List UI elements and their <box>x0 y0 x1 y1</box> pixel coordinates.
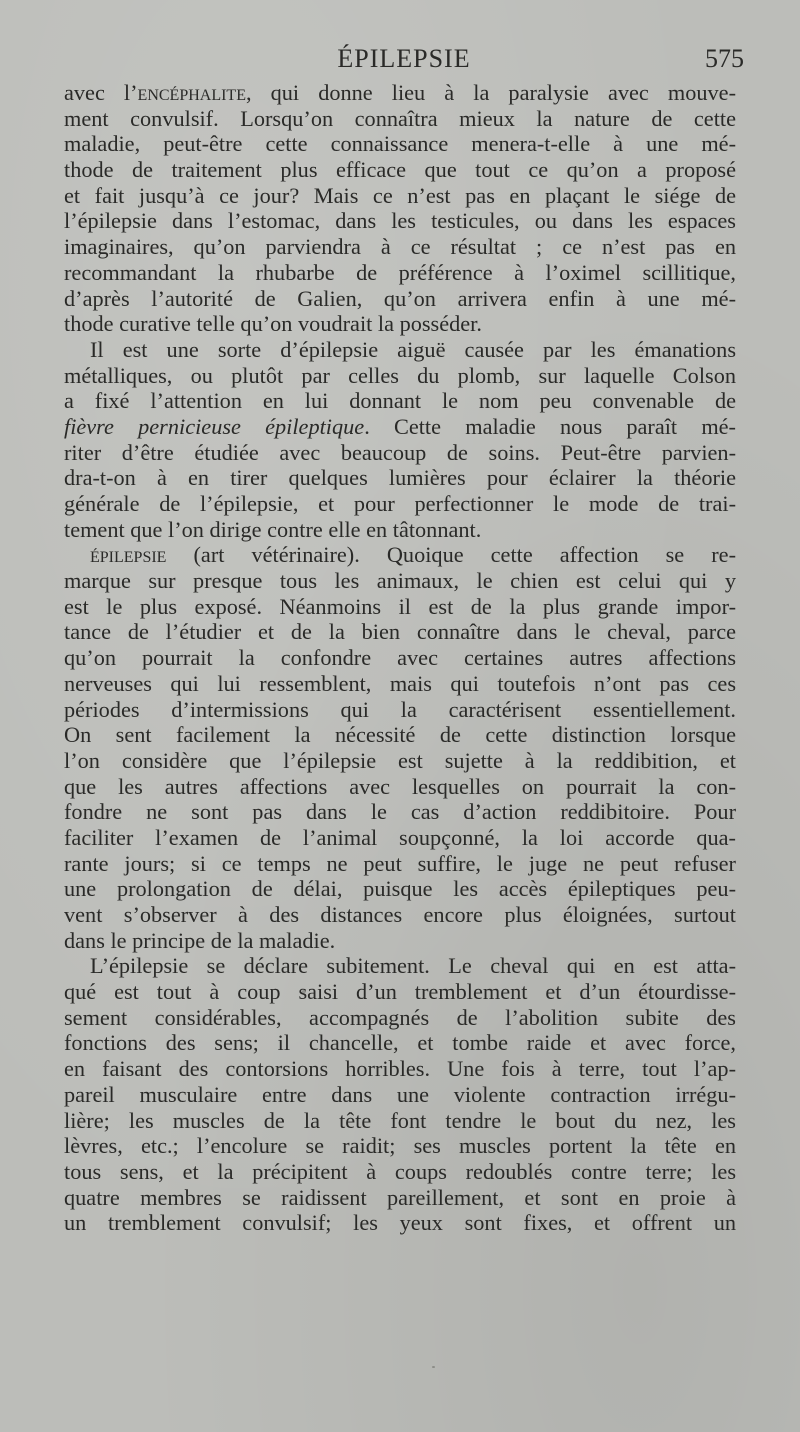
text-run: dra-t-on à en tirer quelques lumières pour éclairer la théorie <box>64 465 736 491</box>
text-line <box>64 183 736 209</box>
text-line <box>64 671 736 697</box>
text-run: a fixé l’attention en lui donnant le nom peu convenable de <box>64 388 736 414</box>
page-number: 575 <box>705 44 744 73</box>
text-run: d’après l’autorité de Galien, qu’on arrivera enfin à une mé- <box>64 285 736 311</box>
text-run: avec l’ <box>64 80 138 105</box>
text-run: en faisant des contorsions horribles. Une fois à terre, tout l’ap- <box>64 1056 736 1082</box>
text-line <box>64 928 736 954</box>
text-run: recommandant la rhubarbe de préférence à l’oximel scillitique, <box>64 259 736 285</box>
text-run: tement que l’on dirige contre elle en tâtonnant. <box>64 516 482 542</box>
text-line <box>64 645 736 671</box>
text-run: et fait jusqu’à ce jour? Mais ce n’est pas en plaçant le siége de <box>64 182 736 208</box>
text-line <box>64 208 736 234</box>
italic-term: fièvre pernicieuse épileptique <box>64 413 365 439</box>
text-run: l’épilepsie dans l’estomac, dans les testicules, ou dans les espaces <box>64 208 736 234</box>
text-run: fonctions des sens; il chancelle, et tombe raide et avec force, <box>64 1030 736 1056</box>
text-run: sement considérables, accompagnés de l’abolition subite des <box>64 1004 736 1030</box>
text-line <box>64 1210 736 1236</box>
text-run: Il est une sorte d’épilepsie aiguë causée par les émanations <box>90 336 736 362</box>
text-run: métalliques, ou plutôt par celles du plomb, sur laquelle Colson <box>64 362 736 388</box>
text-line <box>64 568 736 594</box>
page-header <box>64 44 744 78</box>
text-line <box>64 260 736 286</box>
text-run: qu’on pourrait la confondre avec certaines autres affections <box>64 645 736 671</box>
text-line <box>64 337 736 363</box>
text-run: est le plus exposé. Néanmoins il est de la plus grande impor- <box>64 593 736 619</box>
text-run: que les autres affections avec lesquelles on pourrait la con- <box>64 773 736 799</box>
text-line <box>64 697 736 723</box>
text-line <box>64 799 736 825</box>
text-run: lière; les muscles de la tête font tendre le bout du nez, les <box>64 1107 736 1133</box>
text-line <box>64 491 736 517</box>
text-line <box>64 774 736 800</box>
text-run: . Cette maladie nous paraît mé- <box>364 413 736 439</box>
text-line <box>64 1082 736 1108</box>
paper-spot <box>432 1366 435 1368</box>
text-run: (art vétérinaire). Quoique cette affection se re- <box>166 542 736 568</box>
text-run: thode de traitement plus efficace que tout ce qu’on a proposé <box>64 157 736 183</box>
text-run: périodes d’intermissions qui la caractérisent essentiellement. <box>64 696 736 722</box>
text-line <box>64 953 736 979</box>
text-line <box>64 1056 736 1082</box>
text-line <box>64 979 736 1005</box>
small-caps-term: épilepsie <box>90 542 167 568</box>
text-line <box>64 388 736 414</box>
text-run: qué est tout à coup saisi d’un tremblement et d’un étourdisse- <box>64 979 736 1005</box>
text-line <box>64 1030 736 1056</box>
text-line <box>64 106 736 132</box>
text-run: faciliter l’examen de l’animal soupçonné, la loi accorde qua- <box>64 824 736 850</box>
text-run: rante jours; si ce temps ne peut suffire, le juge ne peut refuser <box>64 850 736 876</box>
text-line <box>64 131 736 157</box>
text-line <box>64 311 736 337</box>
text-run: maladie, peut-être cette connaissance menera-t-elle à une mé- <box>64 131 736 157</box>
text-line <box>64 594 736 620</box>
text-line <box>64 1159 736 1185</box>
text-line <box>64 851 736 877</box>
text-run: générale de l’épilepsie, et pour perfectionner le mode de trai- <box>64 491 736 516</box>
text-run: L’épilepsie se déclare subitement. Le cheval qui en est atta- <box>90 953 736 979</box>
text-run: tous sens, et la précipitent à coups redoublés contre terre; les <box>64 1158 736 1184</box>
text-line <box>64 825 736 851</box>
text-run: pareil musculaire entre dans une violente contraction irrégu- <box>64 1081 736 1107</box>
text-line <box>64 619 736 645</box>
text-line <box>64 1185 736 1211</box>
text-run: un tremblement convulsif; les yeux sont fixes, et offrent un <box>64 1210 736 1236</box>
text-run: , qui donne lieu à la paralysie avec mouve- <box>245 80 736 105</box>
text-line <box>64 286 736 312</box>
text-run: l’on considère que l’épilepsie est sujette à la reddibition, et <box>64 747 736 773</box>
text-line <box>64 465 736 491</box>
text-line <box>64 748 736 774</box>
paper-spot <box>302 990 306 993</box>
text-line <box>64 1005 736 1031</box>
body-text <box>64 80 736 1236</box>
text-run: quatre membres se raidissent pareillement, et sont en proie à <box>64 1184 736 1210</box>
text-line <box>64 1133 736 1159</box>
text-run: ment convulsif. Lorsqu’on connaîtra mieux la nature de cette <box>64 105 736 131</box>
text-line <box>64 234 736 260</box>
text-run: thode curative telle qu’on voudrait la posséder. <box>64 311 482 337</box>
text-run: dans le principe de la maladie. <box>64 927 336 953</box>
text-run: marque sur presque tous les animaux, le chien est celui qui y <box>64 568 736 594</box>
text-line <box>64 542 736 568</box>
text-run: riter d’être étudiée avec beaucoup de soins. Peut-être parvien- <box>64 439 736 465</box>
text-line <box>64 414 736 440</box>
text-run: fondre ne sont pas dans le cas d’action reddibitoire. Pour <box>64 799 736 825</box>
text-run: vent s’observer à des distances encore plus éloignées, surtout <box>64 902 736 927</box>
text-line <box>64 902 736 928</box>
text-line <box>64 157 736 183</box>
text-line <box>64 363 736 389</box>
text-run: lèvres, etc.; l’encolure se raidit; ses muscles portent la tête en <box>64 1133 736 1159</box>
text-run: nerveuses qui lui ressemblent, mais qui toutefois n’ont pas ces <box>64 670 736 696</box>
text-run: On sent facilement la nécessité de cette distinction lorsque <box>64 722 736 748</box>
small-caps-term: encéphalite <box>137 80 246 105</box>
text-line <box>64 517 736 543</box>
text-run: une prolongation de délai, puisque les accès épileptiques peu- <box>64 876 736 902</box>
text-line <box>64 440 736 466</box>
running-head: ÉPILEPSIE <box>337 44 471 73</box>
text-line <box>64 876 736 902</box>
text-run: imaginaires, qu’on parviendra à ce résultat ; ce n’est pas en <box>64 234 736 260</box>
text-line <box>64 80 736 106</box>
text-run: tance de l’étudier et de la bien connaître dans le cheval, parce <box>64 619 736 645</box>
text-line <box>64 1108 736 1134</box>
text-line <box>64 722 736 748</box>
